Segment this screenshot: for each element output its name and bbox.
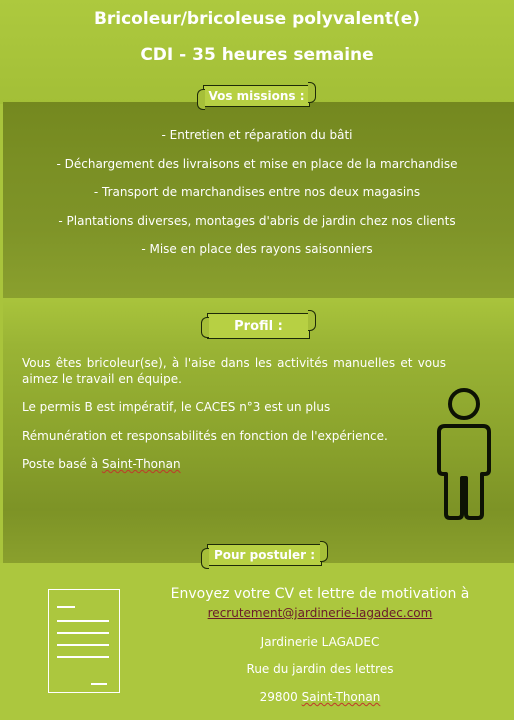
street-address: Rue du jardin des lettres bbox=[246, 662, 394, 676]
postuler-banner bbox=[207, 544, 322, 566]
city: Saint-Thonan bbox=[301, 690, 381, 704]
document-icon bbox=[48, 589, 120, 693]
profil-paragraph: Rémunération et responsabilités en fonction de l'expérience. bbox=[22, 429, 388, 443]
job-title: Bricoleur/bricoleuse polyvalent(e) bbox=[93, 9, 421, 29]
location-prefix: Poste basé à bbox=[22, 457, 102, 471]
profil-paragraph: Vous êtes bricoleur(se), à l'aise dans les activités manuelles et vous aimez le travail en équipe. bbox=[22, 356, 446, 386]
contract-type: CDI - 35 heures semaine bbox=[140, 45, 374, 65]
postuler-banner-label: Pour postuler : bbox=[213, 548, 316, 562]
postcode: 29800 bbox=[259, 690, 298, 704]
profil-paragraph: Le permis B est impératif, le CACES n°3 est un plus bbox=[22, 400, 331, 414]
company-name: Jardinerie LAGADEC bbox=[260, 635, 380, 649]
missions-banner bbox=[203, 85, 310, 107]
person-icon bbox=[431, 386, 497, 520]
mission-item: - Déchargement des livraisons et mise en place de la marchandise bbox=[56, 157, 458, 171]
city-line bbox=[160, 690, 480, 704]
missions-banner-label: Vos missions : bbox=[208, 89, 305, 103]
location-place: Saint-Thonan bbox=[101, 457, 181, 471]
mission-item: - Plantations diverses, montages d'abris de jardin chez nos clients bbox=[58, 214, 456, 228]
mission-item: - Transport de marchandises entre nos deux magasins bbox=[93, 185, 421, 199]
profil-banner bbox=[207, 313, 310, 339]
mission-item: - Mise en place des rayons saisonniers bbox=[141, 242, 373, 256]
email-link[interactable]: recrutement@jardinerie-lagadec.com bbox=[207, 606, 433, 620]
apply-headline: Envoyez votre CV et lettre de motivation à bbox=[170, 586, 470, 602]
profil-location bbox=[22, 457, 446, 471]
mission-item: - Entretien et réparation du bâti bbox=[161, 128, 353, 142]
profil-banner-label: Profil : bbox=[234, 318, 283, 334]
